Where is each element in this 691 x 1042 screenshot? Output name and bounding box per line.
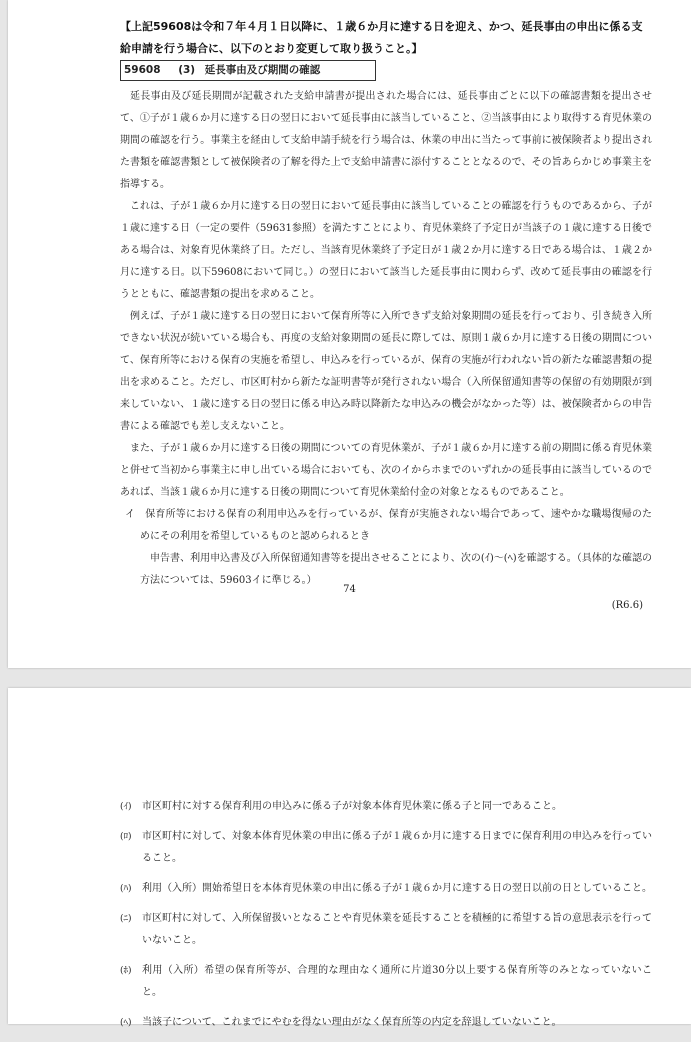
list-item [120, 1012, 652, 1034]
amendment-notice: 【上記59608は令和７年４月１日以降に、１歳６か月に達する日を迎え、かつ、延長事由の申出に係る支給申請を行う場合に、以下のとおり変更して取り扱うこと。】 [120, 20, 643, 55]
paragraph: これは、子が１歳６か月に達する日の翌日において延長事由に該当していることの確認を行うものであるから、子が１歳に達する日（一定の要件（59631参照）を満たすことにより、育児休業終了予定日が当該子の１歳に達する日後である場合は、対象育児休業終了日。ただし、当該育児休業終了予定日が１歳２か月に達する日である場合は、１歳２か月に達する日。以下59608において同じ。）の翌日において該当した延長事由に関わらず、改めて延長事由の確認を行うとともに、確認書類の提出を求めること。 [120, 201, 652, 300]
page-number: 74 [343, 584, 356, 595]
list-marker: (ﾊ) [120, 884, 132, 894]
list-item [120, 796, 652, 818]
list-item [120, 960, 652, 1004]
paragraph: 延長事由及び延長期間が記載された支給申請書が提出された場合には、延長事由ごとに以下の確認書類を提出させて、①子が１歳６か月に達する日の翌日において延長事由に該当していること、②当該事由により取得する育児休業の期間の確認を行う。事業主を経由して支給申請手続を行う場合は、休業の申出に当たって事前に被保険者より提出された書類を確認書類として被保険者の了解を得た上で支給申請書に添付することとなるので、その旨あらかじめ事業主を指導する。 [120, 91, 652, 190]
section-subnumber: (3) [178, 64, 196, 76]
list-marker: (ﾆ) [120, 914, 132, 924]
list-item [120, 908, 652, 952]
item-i-heading: イ 保育所等における保育の利用申込みを行っているが、保育が実施されない場合であって、速やかな職場復帰のためにその利用を希望しているものと認められるとき [125, 509, 652, 542]
list-item-text: 市区町村に対して、対象本体育児休業の申出に係る子が１歳６か月に達する日までに保育利用の申込みを行っていること。 [142, 831, 652, 864]
list-item-text: 市区町村に対して、入所保留扱いとなることや育児休業を延長することを積極的に希望する旨の意思表示を行っていないこと。 [142, 913, 652, 946]
list-item [120, 826, 652, 870]
body-text [120, 86, 652, 592]
list-item-text: 利用（入所）希望の保育所等が、合理的な理由なく通所に片道30分以上要する保育所等のみとなっていないこと。 [142, 965, 652, 998]
list-item-text: 市区町村に対する保育利用の申込みに係る子が対象本体育児休業に係る子と同一であること。 [142, 801, 562, 812]
document-page-1 [8, 0, 691, 668]
document-page-2 [8, 688, 691, 1028]
list-marker: (ﾎ) [120, 966, 132, 976]
list-marker: (ﾍ) [120, 1018, 132, 1028]
list-marker: (ﾛ) [120, 832, 132, 842]
condition-list [120, 796, 652, 1042]
list-item-text: 利用（入所）開始希望日を本体育児休業の申出に係る子が１歳６か月に達する日の翌日以前の日としていること。 [142, 883, 652, 894]
section-title: 延長事由及び期間の確認 [204, 64, 321, 76]
revision-label: (R6.6) [611, 600, 643, 611]
list-item [120, 878, 652, 900]
section-number: 59608 [124, 64, 161, 76]
section-heading [120, 60, 376, 81]
paragraph: また、子が１歳６か月に達する日後の期間についての育児休業が、子が１歳６か月に達する前の期間に係る育児休業と併せて当初から事業主に申し出ている場合においても、次のイからホまでのいずれかの延長事由に該当しているのであれば、当該１歳６か月に達する日後の期間について育児休業給付金の対象となるものであること。 [120, 443, 652, 498]
item-i-text: 申告書、利用申込書及び入所保留通知書等を提出させることにより、次の(ｲ)～(ﾍ)を確認する。（具体的な確認の方法については、59603イに準じる。） [140, 553, 652, 586]
list-marker: (ｲ) [120, 802, 132, 812]
paragraph: 例えば、子が１歳に達する日の翌日において保育所等に入所できず支給対象期間の延長を行っており、引き続き入所できない状況が続いている場合も、再度の支給対象期間の延長に際しては、原則１歳６か月に達する日後の期間について、保育所等における保育の実施を希望し、申込みを行っているが、保育の実施が行われない旨の新たな確認書類の提出を求めること。ただし、市区町村から新たな証明書等が発行されない場合（入所保留通知書等の保留の有効期限が到来していない、１歳に達する日の翌日に係る申込み時以降新たな申込みの機会がなかった等）は、被保険者からの申告書による確認でも差し支えないこと。 [120, 311, 652, 432]
list-item-text: 当該子について、これまでにやむを得ない理由がなく保育所等の内定を辞退していないこと。 [142, 1017, 562, 1028]
